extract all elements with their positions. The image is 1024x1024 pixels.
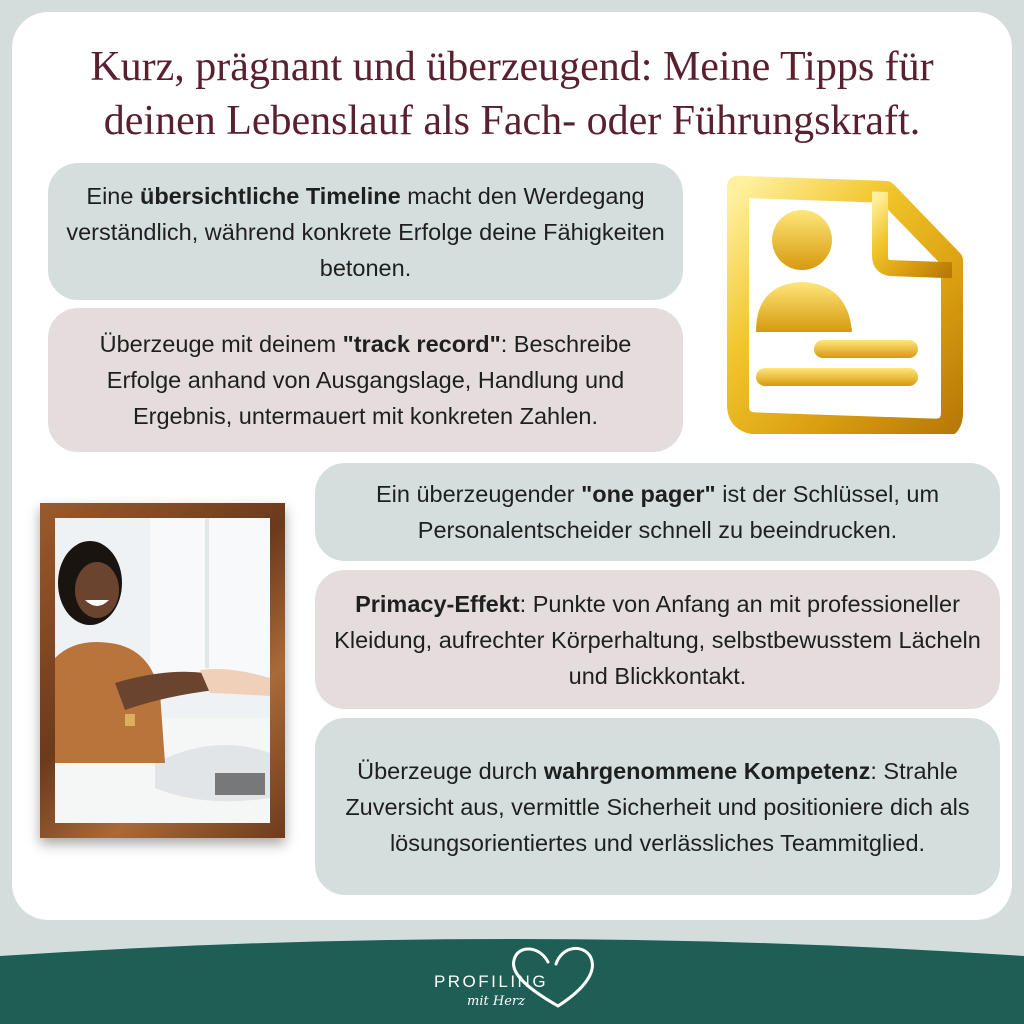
tip-highlight: übersichtliche Timeline xyxy=(139,182,401,209)
photo-frame xyxy=(40,503,285,838)
tip-text: ist der Schlüssel, um Personalentscheider schnell zu beeindrucken. xyxy=(417,481,940,543)
logo-tagline: mit Herz xyxy=(467,994,525,1009)
tip-one-pager xyxy=(315,463,1000,561)
tip-text: Überzeuge durch xyxy=(357,757,544,784)
tip-highlight: Primacy-Effekt xyxy=(355,590,520,617)
tip-highlight: wahrgenommene Kompetenz xyxy=(543,757,871,784)
tip-text: Überzeuge mit deinem xyxy=(99,331,343,357)
brand-logo xyxy=(405,940,625,1024)
tip-text: : Punkte von Anfang an mit professioneller Kleidung, aufrechter Körperhaltung, selbstbewusstem Lächeln und Blickkontakt. xyxy=(334,590,981,689)
tip-timeline xyxy=(48,163,683,300)
tip-text: : Beschreibe Erfolge anhand von Ausgangslage, Handlung und Ergebnis, untermauert mit konkreten Zahlen. xyxy=(106,331,632,429)
tip-primacy-effekt xyxy=(315,570,1000,709)
tip-kompetenz xyxy=(315,718,1000,895)
tip-text: : Strahle Zuversicht aus, vermittle Sicherheit und positioniere dich als lösungsorientiertes und verlässliches Teammitglied. xyxy=(345,757,970,856)
tip-highlight: "track record" xyxy=(342,331,501,357)
handshake-photo xyxy=(55,518,270,823)
tip-text: Ein überzeugender xyxy=(375,481,582,507)
tip-text: macht den Werdegang verständlich, während konkrete Erfolge deine Fähigkeiten betonen. xyxy=(66,182,665,281)
tip-highlight: "one pager" xyxy=(581,481,716,507)
resume-document-icon xyxy=(716,172,966,434)
title-line-1: Kurz, prägnant und überzeugend: Meine Tipps für xyxy=(90,44,934,90)
title-line-2: deinen Lebenslauf als Fach- oder Führungskraft. xyxy=(103,98,921,144)
tip-track-record xyxy=(48,308,683,452)
tip-text: Eine xyxy=(86,182,140,209)
page-title xyxy=(40,40,984,148)
logo-wordmark: PROFILING xyxy=(433,972,549,991)
